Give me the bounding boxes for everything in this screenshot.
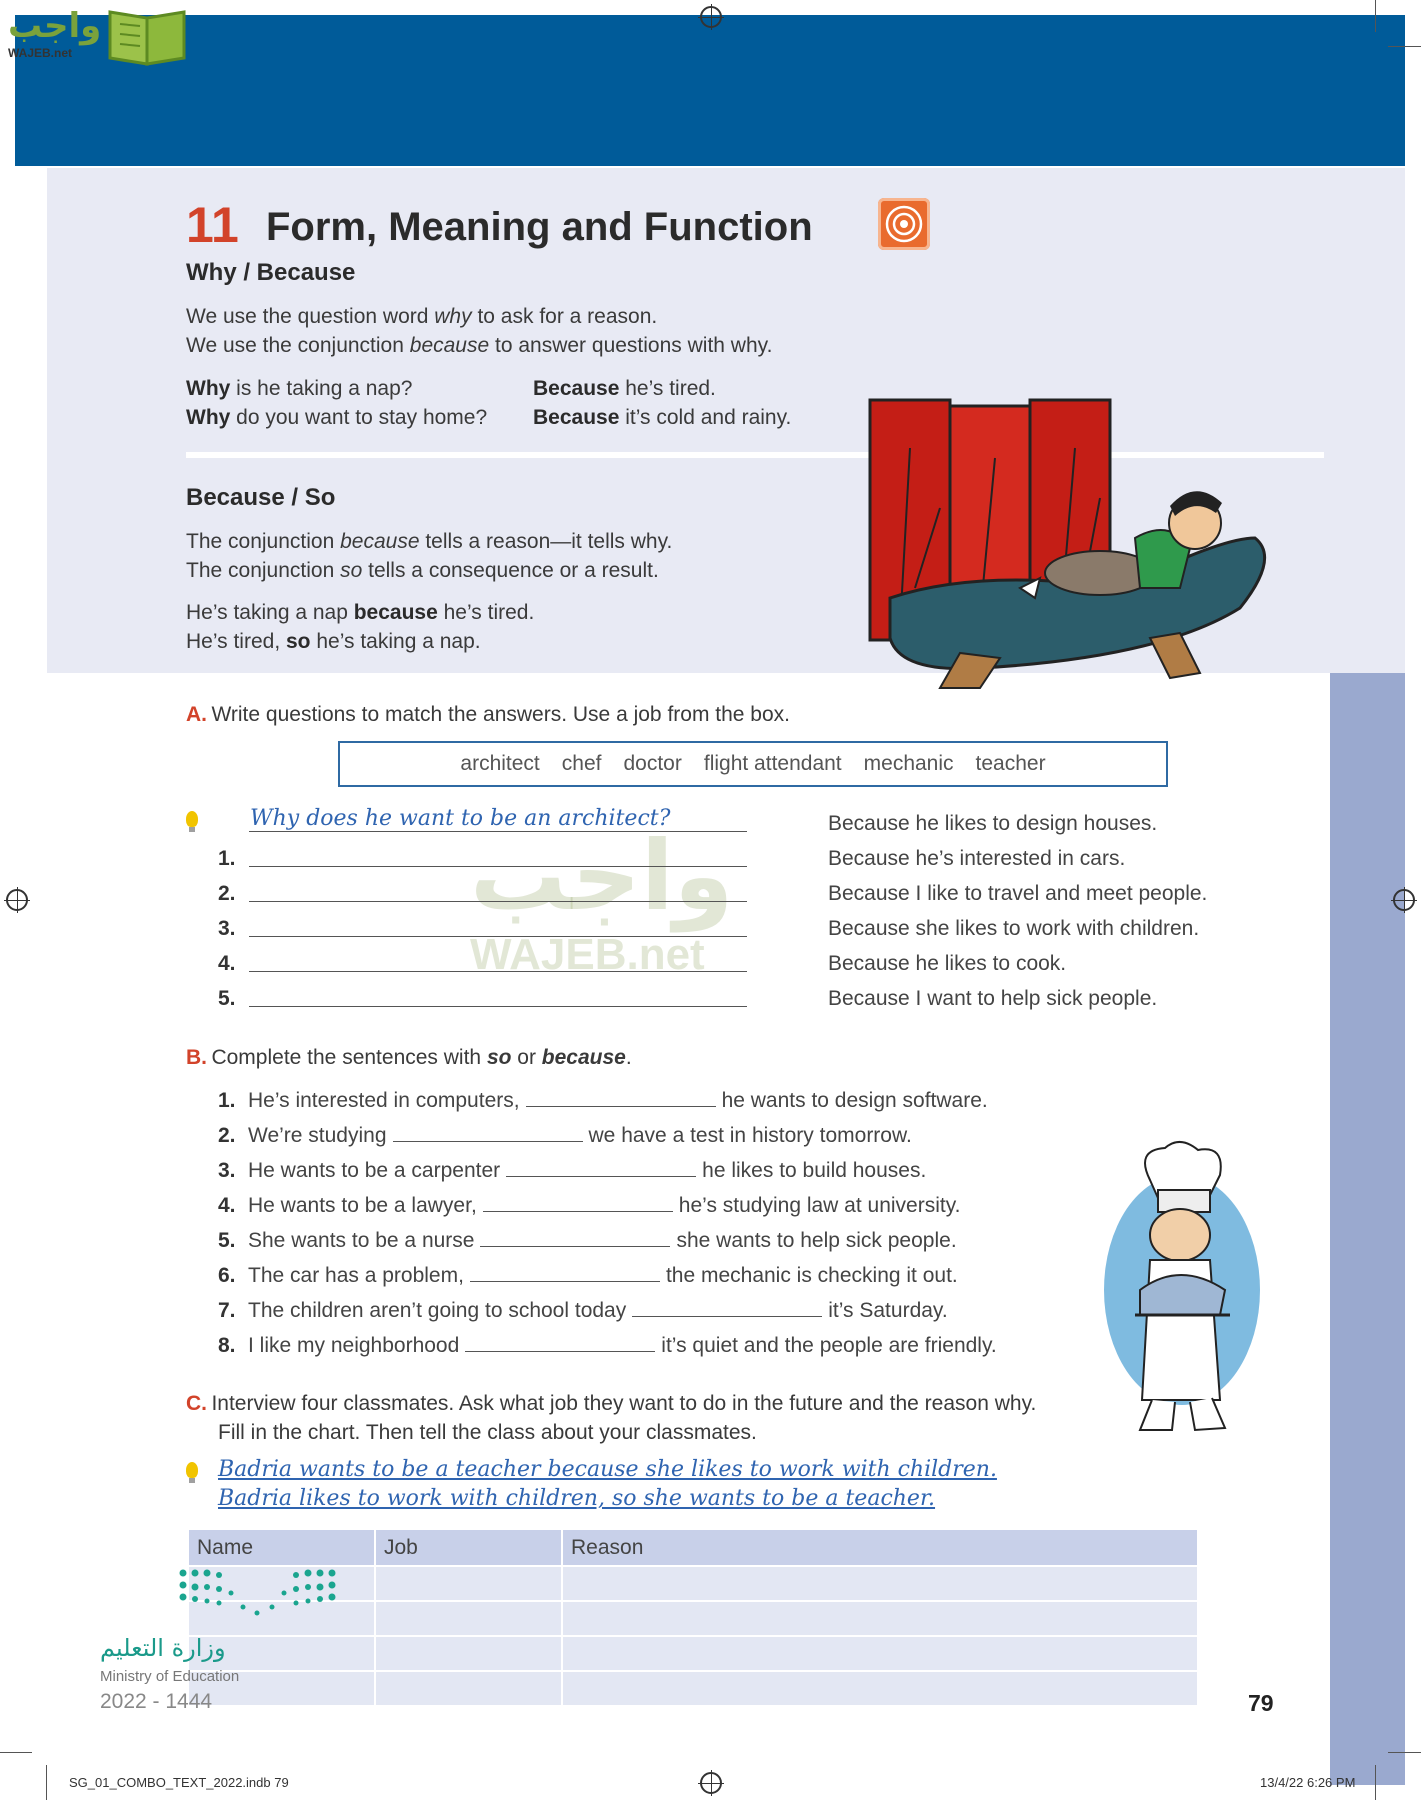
sentence-item bbox=[218, 1088, 988, 1113]
sentence-start: He’s interested in computers, bbox=[248, 1089, 520, 1112]
answer-text: Because I like to travel and meet people. bbox=[828, 882, 1208, 905]
instruction-text: or bbox=[511, 1046, 542, 1069]
sentence-item bbox=[218, 1158, 926, 1183]
grammar-rule bbox=[186, 556, 659, 585]
sentence-end: we have a test in history tomorrow. bbox=[588, 1124, 912, 1147]
napping-man-illustration bbox=[860, 388, 1290, 703]
item-number bbox=[218, 917, 248, 941]
rule-keyword: because bbox=[340, 530, 420, 553]
rule-text: tells a reason—it tells why. bbox=[419, 530, 673, 553]
item-number bbox=[218, 987, 248, 1011]
exercise-c-heading bbox=[186, 1392, 1036, 1416]
wajeb-logo bbox=[8, 6, 101, 60]
answer-line[interactable] bbox=[249, 901, 747, 902]
number-label: 5. bbox=[218, 1229, 236, 1252]
crop-mark bbox=[1388, 46, 1421, 47]
job-word: architect bbox=[460, 752, 540, 775]
example-keyword: Why bbox=[186, 377, 231, 400]
section-title-why-because: Why / Because bbox=[186, 259, 356, 286]
item-number bbox=[218, 882, 248, 906]
rule-text: We use the conjunction bbox=[186, 334, 410, 357]
exercise-instruction: Write questions to match the answers. Use a job from the box. bbox=[211, 703, 790, 726]
blank-line[interactable] bbox=[470, 1263, 660, 1282]
watermark-latin: WAJEB.net bbox=[470, 930, 705, 979]
rule-text: The conjunction bbox=[186, 559, 341, 582]
sentence-item bbox=[218, 1193, 961, 1218]
ministry-arabic: وزارة التعليم bbox=[100, 1634, 226, 1662]
sentence-end: he’s studying law at university. bbox=[678, 1194, 961, 1217]
example-text: it’s cold and rainy. bbox=[619, 406, 792, 429]
sentence-start: She wants to be a nurse bbox=[248, 1229, 475, 1252]
answer-line[interactable] bbox=[249, 866, 747, 867]
table-cell[interactable] bbox=[376, 1602, 561, 1635]
example-question bbox=[186, 403, 487, 432]
example-answer bbox=[533, 374, 716, 403]
sentence-item bbox=[218, 1123, 912, 1148]
exercise-letter: C. bbox=[186, 1392, 207, 1415]
answer-text: Because she likes to work with children. bbox=[828, 917, 1200, 940]
side-color-bar bbox=[1330, 673, 1405, 1785]
number-label: 1. bbox=[218, 1089, 236, 1112]
table-cell[interactable] bbox=[376, 1672, 561, 1705]
exercise-instruction: Interview four classmates. Ask what job they want to do in the future and the reason why. bbox=[211, 1392, 1037, 1415]
exercise-instruction: Fill in the chart. Then tell the class about your classmates. bbox=[218, 1421, 757, 1444]
example-text: do you want to stay home? bbox=[230, 406, 488, 429]
sentence-end: she wants to help sick people. bbox=[676, 1229, 957, 1252]
rule-keyword: because bbox=[409, 334, 490, 357]
instruction-keyword: so bbox=[486, 1046, 512, 1069]
item-number bbox=[218, 847, 248, 871]
sentence-start: The car has a problem, bbox=[248, 1264, 464, 1287]
number-label: 6. bbox=[218, 1264, 236, 1287]
table-row bbox=[189, 1602, 1197, 1635]
grammar-rule bbox=[186, 331, 772, 360]
rule-text: The conjunction bbox=[186, 530, 341, 553]
answer-line[interactable] bbox=[249, 1006, 747, 1007]
table-row bbox=[189, 1672, 1197, 1705]
number-label: 7. bbox=[218, 1299, 236, 1322]
instruction-text: Complete the sentences with bbox=[211, 1046, 487, 1069]
blank-line[interactable] bbox=[483, 1193, 673, 1212]
job-word: mechanic bbox=[863, 752, 954, 775]
sentence-start: He wants to be a lawyer, bbox=[248, 1194, 477, 1217]
column-header-reason: Reason bbox=[563, 1530, 1197, 1565]
answer-line[interactable] bbox=[249, 971, 747, 972]
instruction-keyword: because bbox=[541, 1046, 626, 1069]
example-text: is he taking a nap? bbox=[230, 377, 413, 400]
example-keyword: so bbox=[286, 630, 311, 653]
chef-illustration bbox=[1080, 1140, 1280, 1440]
sentence-end: the mechanic is checking it out. bbox=[665, 1264, 958, 1287]
sentence-end: he likes to build houses. bbox=[702, 1159, 927, 1182]
sentence-item bbox=[218, 1228, 957, 1253]
table-header-row bbox=[189, 1530, 1197, 1565]
job-word: teacher bbox=[975, 752, 1046, 775]
ministry-dots-logo-icon bbox=[175, 1565, 340, 1625]
sentence-start: I like my neighborhood bbox=[248, 1334, 460, 1357]
example-answer bbox=[533, 403, 791, 432]
logo-latin: WAJEB.net bbox=[8, 46, 73, 60]
exercise-letter: B. bbox=[186, 1046, 207, 1069]
table-cell[interactable] bbox=[376, 1567, 561, 1600]
blank-line[interactable] bbox=[465, 1333, 655, 1352]
number-label: 2. bbox=[218, 882, 236, 905]
job-word: chef bbox=[561, 752, 602, 775]
example-text: He’s tired, bbox=[186, 630, 286, 653]
section-title-because-so: Because / So bbox=[186, 484, 336, 511]
blank-line[interactable] bbox=[480, 1228, 670, 1247]
number-label: 1. bbox=[218, 847, 236, 870]
blank-line[interactable] bbox=[506, 1158, 696, 1177]
answer-text: Because I want to help sick people. bbox=[828, 987, 1158, 1010]
example-sentence-handwritten: Badria wants to be a teacher because she likes to work with children. bbox=[218, 1457, 997, 1482]
crop-mark bbox=[46, 1765, 47, 1800]
sentence-end: it’s Saturday. bbox=[828, 1299, 948, 1322]
table-cell[interactable] bbox=[376, 1637, 561, 1670]
table-cell[interactable] bbox=[563, 1567, 1197, 1600]
footer-file-info: SG_01_COMBO_TEXT_2022.indb 79 bbox=[69, 1775, 289, 1790]
answer-text: Because he likes to cook. bbox=[828, 952, 1067, 975]
sentence-start: He wants to be a carpenter bbox=[248, 1159, 501, 1182]
number-label: 2. bbox=[218, 1124, 236, 1147]
table-cell[interactable] bbox=[563, 1672, 1197, 1705]
watermark-arabic: واجب bbox=[470, 820, 734, 932]
sentence-end: it’s quiet and the people are friendly. bbox=[661, 1334, 997, 1357]
page-title: Form, Meaning and Function bbox=[266, 205, 813, 249]
exercise-instruction bbox=[211, 1046, 631, 1069]
item-number bbox=[218, 952, 248, 976]
instruction-text: . bbox=[625, 1046, 632, 1069]
sentence-item bbox=[218, 1263, 958, 1288]
crop-mark bbox=[1375, 0, 1376, 32]
registration-mark-icon bbox=[1393, 889, 1415, 911]
answer-line bbox=[249, 831, 747, 832]
crop-mark bbox=[0, 1752, 32, 1753]
job-word: flight attendant bbox=[703, 752, 842, 775]
exercise-a-heading bbox=[186, 703, 790, 727]
number-label: 4. bbox=[218, 952, 236, 975]
blank-line[interactable] bbox=[393, 1123, 583, 1142]
ministry-year: 2022 - 1444 bbox=[100, 1690, 213, 1713]
example-sentence-handwritten: Badria likes to work with children, so she wants to be a teacher. bbox=[218, 1486, 936, 1511]
rule-keyword: why bbox=[434, 305, 472, 328]
sentence-item bbox=[218, 1298, 948, 1323]
ministry-english: Ministry of Education bbox=[100, 1668, 240, 1685]
exercise-b-heading bbox=[186, 1046, 632, 1070]
rule-text: tells a consequence or a result. bbox=[362, 559, 659, 582]
top-color-band bbox=[15, 15, 1405, 166]
answer-line[interactable] bbox=[249, 936, 747, 937]
number-label: 5. bbox=[218, 987, 236, 1010]
answer-text: Because he’s interested in cars. bbox=[828, 847, 1126, 870]
example-text: he’s tired. bbox=[437, 601, 535, 624]
table-row bbox=[189, 1567, 1197, 1600]
logo-arabic: واجب bbox=[8, 6, 102, 46]
sentence-start: The children aren’t going to school today bbox=[248, 1299, 627, 1322]
rule-keyword: so bbox=[340, 559, 363, 582]
registration-mark-icon bbox=[700, 1772, 722, 1794]
example-text: he’s taking a nap. bbox=[310, 630, 481, 653]
table-cell[interactable] bbox=[563, 1602, 1197, 1635]
example-text: He’s taking a nap bbox=[186, 601, 354, 624]
book-logo-icon bbox=[106, 6, 188, 66]
footer-date: 13/4/22 6:26 PM bbox=[1260, 1775, 1356, 1790]
job-word-box bbox=[338, 741, 1168, 787]
example-keyword: Because bbox=[533, 406, 620, 429]
number-label: 8. bbox=[218, 1334, 236, 1357]
lightbulb-icon bbox=[186, 811, 198, 827]
crop-mark bbox=[1388, 1752, 1421, 1753]
rule-text: to ask for a reason. bbox=[471, 305, 658, 328]
blank-line[interactable] bbox=[526, 1088, 716, 1107]
example-text: he’s tired. bbox=[619, 377, 716, 400]
example-question bbox=[186, 374, 412, 403]
example-answer: Because he likes to design houses. bbox=[828, 812, 1158, 835]
table-row bbox=[189, 1637, 1197, 1670]
registration-mark-icon bbox=[6, 889, 28, 911]
example-sentence bbox=[186, 627, 481, 656]
number-label: 3. bbox=[218, 917, 236, 940]
exercise-letter: A. bbox=[186, 703, 207, 726]
lightbulb-icon bbox=[186, 1462, 198, 1478]
example-keyword: because bbox=[353, 601, 438, 624]
grammar-rule bbox=[186, 527, 672, 556]
rule-text: to answer questions with why. bbox=[489, 334, 773, 357]
column-header-job: Job bbox=[376, 1530, 561, 1565]
rule-text: We use the question word bbox=[186, 305, 435, 328]
crop-mark bbox=[1375, 1765, 1376, 1800]
spiral-icon bbox=[878, 198, 930, 250]
sentence-start: We’re studying bbox=[248, 1124, 387, 1147]
registration-mark-icon bbox=[700, 6, 722, 28]
number-label: 4. bbox=[218, 1194, 236, 1217]
job-word: doctor bbox=[623, 752, 682, 775]
example-keyword: Because bbox=[533, 377, 620, 400]
audio-disc-icon[interactable] bbox=[878, 198, 930, 250]
number-label: 3. bbox=[218, 1159, 236, 1182]
table-cell[interactable] bbox=[563, 1637, 1197, 1670]
sentence-item bbox=[218, 1333, 997, 1358]
grammar-rule bbox=[186, 302, 657, 331]
page-number: 79 bbox=[1248, 1690, 1274, 1716]
example-question-handwritten: Why does he want to be an architect? bbox=[250, 806, 671, 831]
blank-line[interactable] bbox=[632, 1298, 822, 1317]
example-sentence bbox=[186, 598, 534, 627]
column-header-name: Name bbox=[189, 1530, 374, 1565]
sentence-end: he wants to design software. bbox=[721, 1089, 988, 1112]
example-keyword: Why bbox=[186, 406, 231, 429]
unit-number: 11 bbox=[186, 197, 239, 253]
